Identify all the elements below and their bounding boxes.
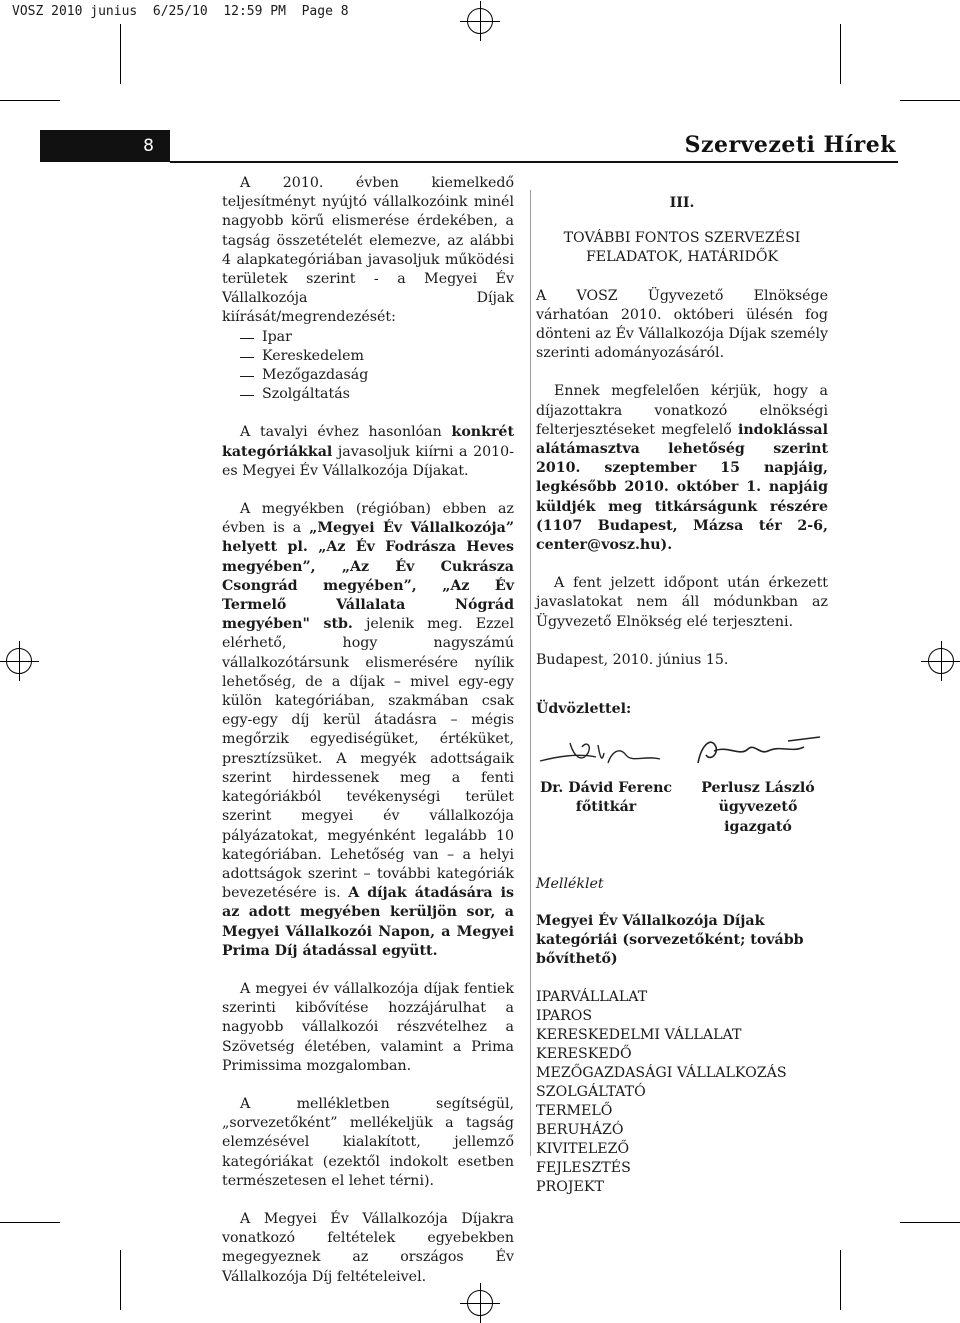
right-column [536,194,828,1197]
list-item: BERUHÁZÓ [536,1121,624,1138]
registration-mark-icon [467,8,493,34]
signatory-role: ügyvezető [718,799,798,816]
crop-mark [0,100,60,101]
crop-mark [900,1222,960,1223]
list-item: Mezőgazdaság [222,366,514,385]
section-number: III. [669,195,695,211]
paragraph: A tavalyi évhez hasonlóan konkrét kategóriákkal javasoljuk kiírni a 2010-es Megyei Év Vállalkozója Díjakat. [222,424,514,479]
attachment-list [536,988,828,1197]
registration-mark-icon [6,648,32,674]
paragraph: A VOSZ Ügyvezető Elnöksége várhatóan 2010. októberi ülésén fog dönteni az Év Vállalkozója Díjak személy szerinti adományozásáról. [536,287,828,362]
crop-mark [840,24,841,84]
signatory-name: Dr. Dávid Ferenc [539,780,673,797]
paragraph: A fent jelzett időpont után érkezett javaslatokat nem áll módunkban az Ügyvezető Elnökség elé terjeszteni. [536,575,828,630]
list-item: TERMELŐ [536,1102,613,1119]
signature-block [536,733,676,837]
section-title: TOVÁBBI FONTOS SZERVEZÉSI FELADATOK, HATÁRIDŐK [563,230,801,266]
left-column [222,174,514,1287]
greeting: Üdvözlettel: [536,701,632,718]
list-item: PROJEKT [536,1178,604,1195]
paragraph: A 2010. évben kiemelkedő teljesítményt nyújtó vállalkozóink minél nagyobb körű elismerése érdekében, a tagság összetételét elemezve, az alábbi 4 alapkategóriában javasoljuk működési területek szerint - a Megyei Év Vállalkozója Díjak kiírását/megrendezését: [222,175,514,326]
publication-title: Szervezeti Hírek [684,132,896,158]
category-list [222,328,514,405]
page-number: 8 [143,136,154,156]
registration-mark-icon [928,648,954,674]
list-item: MEZŐGAZDASÁGI VÁLLALKOZÁS [536,1064,787,1081]
signature-icon [536,733,676,771]
list-item: FEJLESZTÉS [536,1159,631,1176]
crop-mark [0,1222,60,1223]
crop-mark [120,24,121,84]
date-line: Budapest, 2010. június 15. [536,651,729,668]
paragraph: A megyei év vállalkozója díjak fentiek szerinti kibővítése hozzájárulhat a nagyobb vállalkozói részvételhez a Szövetség életében, valamint a Prima Primissima mozgalomban. [222,980,514,1074]
signatures [536,733,828,837]
list-item: Ipar [222,328,514,347]
signature-icon [688,733,828,771]
paragraph: A Megyei Év Vállalkozója Díjakra vonatkozó feltételek egyebekben megegyeznek az országos Év Vállalkozója Díj feltételeivel. [222,1210,514,1285]
page-number-bar [40,130,170,162]
list-item: KIVITELEZŐ [536,1140,630,1157]
signatory-role: főtitkár [575,799,637,816]
signatory-name: Perlusz László [701,780,815,797]
paragraph: Ennek megfelelően kérjük, hogy a díjazottakra vonatkozó elnökségi felterjesztéseket megfelelő indoklással alátámasztva lehetőség szerint 2010. szeptember 15 napjáig, legkésőbb 2010. október 1. napjáig küldjék meg titkárságunk részére (1107 Budapest, Mázsa tér 2-6, center@vosz.hu). [536,383,828,554]
registration-mark-icon [467,1290,493,1316]
list-item: IPARVÁLLALAT [536,988,648,1005]
signatory-role: igazgató [724,818,792,835]
crop-mark [840,1250,841,1310]
column-divider [530,190,531,1156]
paragraph: A megyékben (régióban) ebben az évben is a „Megyei Év Vállalkozója” helyett pl. „Az Év Fodrásza Heves megyében”, „Az Év Cukrásza Csongrád megyében”, „Az Év Termelő Vállalata Nógrád megyében" stb. jelenik meg. Ezzel elérhető, hogy nagyszámú vállalkozótársunk elismerésére nyílik lehetőség, de a díjak – mivel egy-egy külön kategóriában, szakmában csak egy-egy díj kerül átadásra – mégis megőrzik egyediségüket, értéküket, presztízsüket. A megyék adottságaik szerint hirdessenek meg a fenti kategóriákból tevékenységi terület szerint megyei év vállalkozója pályázatokat, megyénként legalább 10 kategóriában. Lehetőség van – a helyi adottságok szerint – további kategóriák bevezetésére is. A díjak átadására is az adott megyében kerüljön sor, a Megyei Vállalkozói Napon, a Megyei Prima Díj átadással együtt. [222,501,515,959]
paragraph: A mellékletben segítségül, „sorvezetőként” mellékeljük a tagság elemzésével kialakított, jellemző kategóriákat (ezektől indokolt esetben természetesen el lehet térni). [222,1095,514,1189]
attachment-label: Melléklet [536,875,604,892]
list-item: KERESKEDELMI VÁLLALAT [536,1026,742,1043]
list-item: KERESKEDŐ [536,1045,632,1062]
crop-mark [900,100,960,101]
signature-block [688,733,828,837]
list-item: Szolgáltatás [222,385,514,404]
list-item: SZOLGÁLTATÓ [536,1083,646,1100]
list-item: IPAROS [536,1007,593,1024]
list-item: Kereskedelem [222,347,514,366]
crop-mark [120,1250,121,1310]
print-slug: VOSZ 2010 junius 6/25/10 12:59 PM Page 8 [12,4,349,19]
header-rule [170,161,898,163]
attachment-title: Megyei Év Vállalkozója Díjak kategóriái (sorvezetőként; tovább bővíthető) [536,913,804,968]
